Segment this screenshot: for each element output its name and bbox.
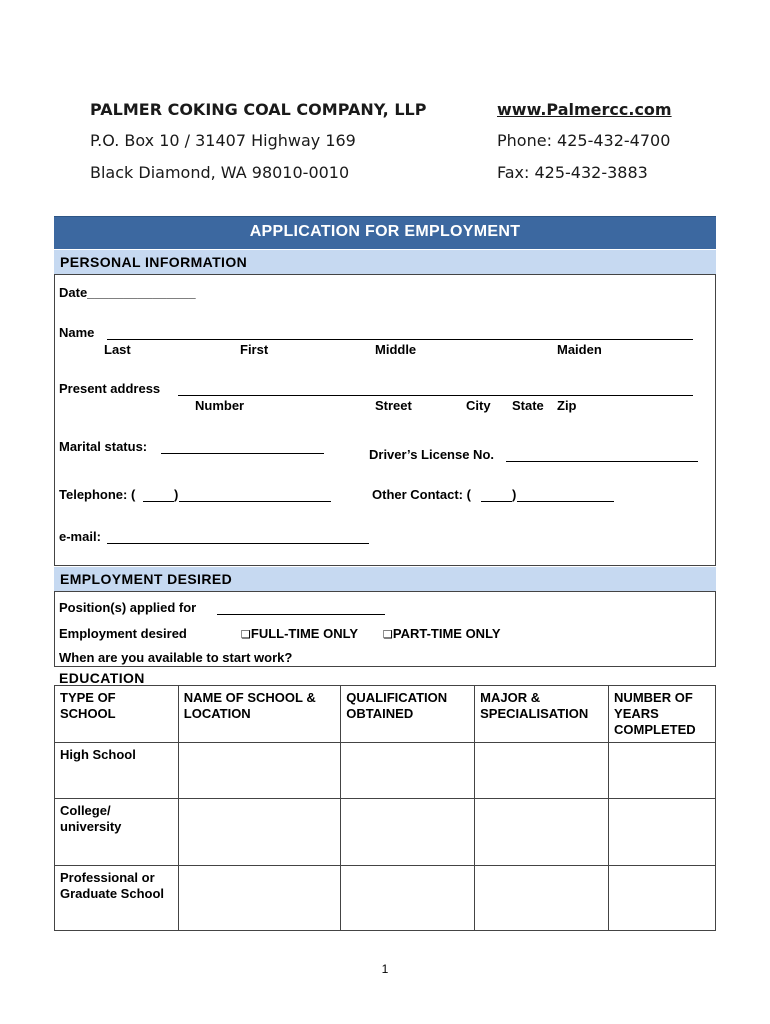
license-label: Driver’s License No. [369, 447, 494, 462]
full-time-label: FULL-TIME ONLY [250, 626, 358, 641]
education-header-row [55, 686, 716, 743]
email-label: e-mail: [59, 529, 101, 544]
personal-info-box [54, 274, 716, 566]
table-cell-input[interactable] [475, 743, 609, 799]
page-number: 1 [381, 962, 389, 976]
other-contact-close-paren: ) [512, 487, 517, 502]
other-contact-label: Other Contact: ( [372, 487, 471, 502]
column-header: NAME OF SCHOOL & LOCATION [178, 686, 341, 743]
table-cell-input[interactable] [475, 799, 609, 866]
name-first-label: First [240, 342, 269, 357]
form-title: APPLICATION FOR EMPLOYMENT [249, 223, 521, 240]
email-field[interactable] [107, 543, 369, 544]
part-time-checkbox-icon[interactable]: ❑ [383, 628, 393, 641]
table-cell-input[interactable] [609, 743, 716, 799]
availability-label: When are you available to start work? [59, 650, 293, 665]
full-time-checkbox-icon[interactable]: ❑ [241, 628, 251, 641]
address-field[interactable] [178, 395, 693, 396]
positions-label: Position(s) applied for [59, 600, 197, 615]
name-middle-label: Middle [375, 342, 417, 357]
other-contact-area-code-field[interactable] [481, 501, 512, 502]
other-contact-field[interactable] [517, 501, 614, 502]
table-cell-input[interactable] [341, 799, 475, 866]
address-state-label: State [512, 398, 544, 413]
section-personal-title: PERSONAL INFORMATION [60, 254, 248, 270]
table-cell-input[interactable] [609, 866, 716, 931]
company-website[interactable]: www.Palmercc.com [497, 100, 672, 119]
name-field[interactable] [107, 339, 693, 340]
name-last-label: Last [104, 342, 131, 357]
part-time-option[interactable] [383, 626, 501, 643]
section-personal-header [54, 250, 716, 274]
employment-desired-label: Employment desired [59, 626, 187, 641]
marital-status-field[interactable] [161, 453, 324, 454]
table-cell-input[interactable] [178, 866, 341, 931]
full-time-option[interactable] [241, 626, 358, 643]
company-address-line1: P.O. Box 10 / 31407 Highway 169 [90, 131, 356, 150]
row-label: High School [55, 743, 179, 799]
table-cell-input[interactable] [609, 799, 716, 866]
table-row [55, 799, 716, 866]
section-education-title: EDUCATION [59, 670, 145, 686]
telephone-field[interactable] [179, 501, 331, 502]
section-employment-header [54, 567, 716, 591]
table-cell-input[interactable] [341, 743, 475, 799]
company-fax: Fax: 425-432-3883 [497, 163, 648, 182]
date-field[interactable]: Date_______________ [59, 285, 196, 300]
company-phone: Phone: 425-432-4700 [497, 131, 671, 150]
address-number-label: Number [195, 398, 245, 413]
table-row [55, 866, 716, 931]
marital-status-label: Marital status: [59, 439, 148, 454]
name-maiden-label: Maiden [557, 342, 602, 357]
row-label: Professional or Graduate School [55, 866, 179, 931]
address-street-label: Street [375, 398, 412, 413]
column-header: QUALIFICATION OBTAINED [341, 686, 475, 743]
table-cell-input[interactable] [475, 866, 609, 931]
row-label: College/ university [55, 799, 179, 866]
table-cell-input[interactable] [178, 799, 341, 866]
section-employment-title: EMPLOYMENT DESIRED [60, 571, 233, 587]
column-header: TYPE OF SCHOOL [55, 686, 179, 743]
company-address-line2: Black Diamond, WA 98010-0010 [90, 163, 350, 182]
table-cell-input[interactable] [178, 743, 341, 799]
education-table [54, 685, 716, 931]
column-header: NUMBER OF YEARS COMPLETED [609, 686, 716, 743]
address-city-label: City [466, 398, 491, 413]
positions-field[interactable] [217, 614, 385, 615]
part-time-label: PART-TIME ONLY [392, 626, 501, 641]
telephone-close-paren: ) [174, 487, 179, 502]
address-zip-label: Zip [557, 398, 577, 413]
address-label: Present address [59, 381, 161, 396]
column-header: MAJOR & SPECIALISATION [475, 686, 609, 743]
form-title-bar [54, 216, 716, 249]
name-label: Name [59, 325, 95, 340]
company-name: PALMER COKING COAL COMPANY, LLP [90, 100, 427, 119]
telephone-area-code-field[interactable] [143, 501, 174, 502]
telephone-label: Telephone: ( [59, 487, 136, 502]
table-cell-input[interactable] [341, 866, 475, 931]
table-row [55, 743, 716, 799]
license-field[interactable] [506, 461, 698, 462]
